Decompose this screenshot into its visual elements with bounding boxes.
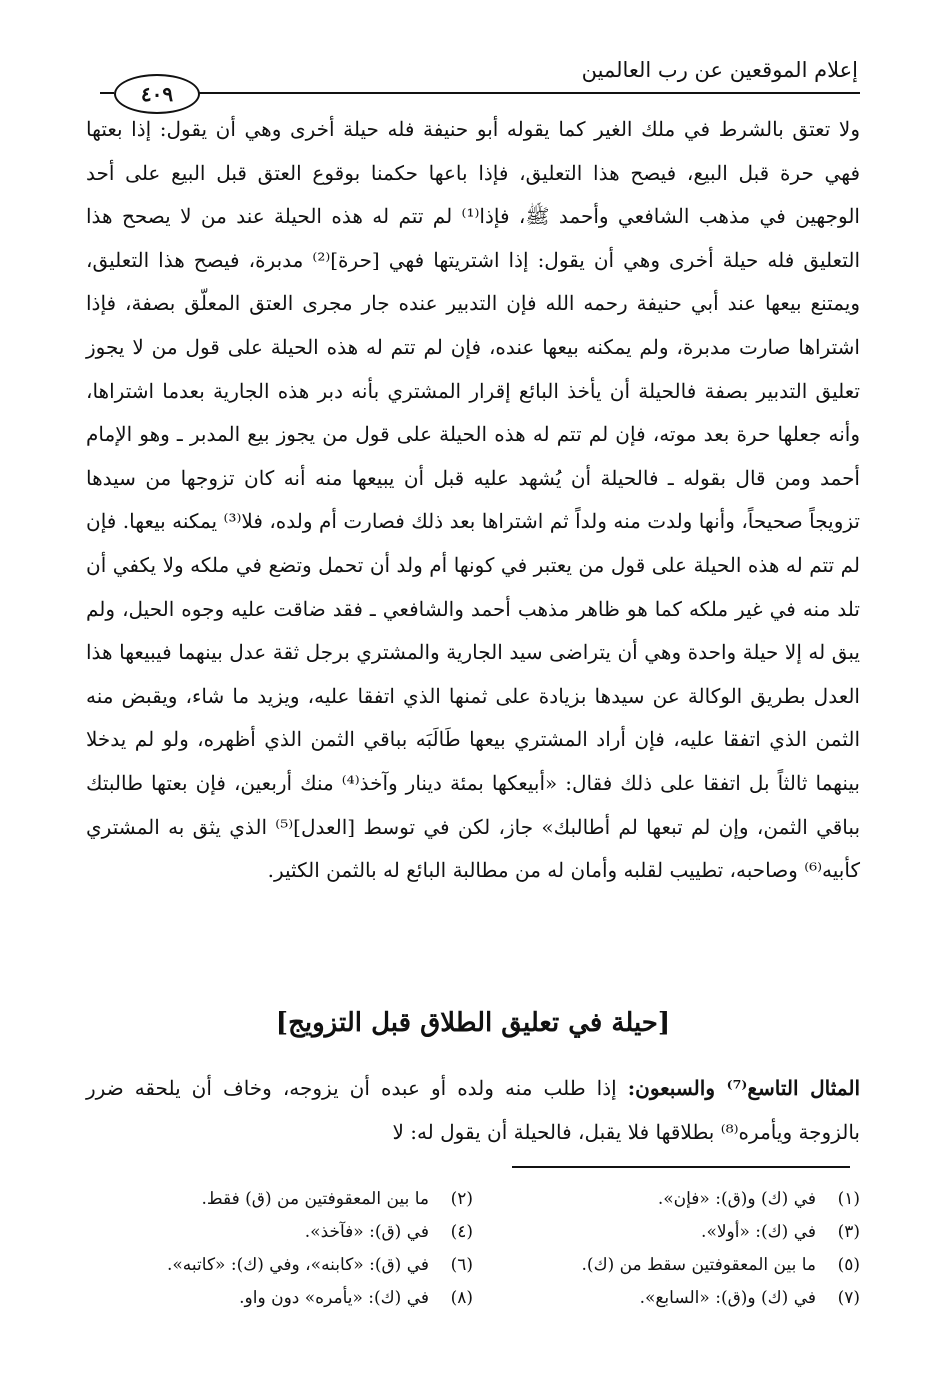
header-rule	[196, 92, 860, 94]
footnote-8: (٨)في (ك): «يأمره» دون واو.	[239, 1287, 473, 1308]
header-rule-left	[100, 92, 114, 94]
footnote-4: (٤)في (ق): «فآخذ».	[304, 1221, 473, 1242]
running-title: إعلام الموقعين عن رب العالمين	[581, 58, 858, 82]
example-text: إذا طلب منه ولده أو عبده أن يزوجه، وخاف أن يلحقه ضرر بالزوجة ويأمره⁽⁸⁾ بطلاقها فلا يقبل، فالحيلة أن يقول له: لا	[86, 1076, 860, 1144]
footnote-row	[86, 1182, 860, 1215]
page-number: ٤٠٩	[114, 74, 200, 114]
footnotes	[86, 1182, 860, 1314]
example-lead: المثال التاسع⁽⁷⁾ والسبعون:	[627, 1076, 861, 1100]
section-heading: [حيلة في تعليق الطلاق قبل التزويج]	[275, 1008, 671, 1038]
footnote-3: (٣)في (ك): «أولا».	[701, 1221, 860, 1242]
footnote-1: (١)في (ك) و(ق): «فإن».	[657, 1188, 860, 1209]
footnote-2: (٢)ما بين المعقوفتين من (ق) فقط.	[201, 1188, 473, 1209]
paragraph: ولا تعتق بالشرط في ملك الغير كما يقوله أبو حنيفة فله حيلة أخرى وهي أن يقول: إذا بعتها فهي حرة قبل البيع، فيصح هذا التعليق، فإذا باعها حكمنا بوقوع العتق قبل البيع على أحد الوجهين في مذهب الشافعي وأحمد ﷺ، فإذا⁽¹⁾ لم تتم له هذه الحيلة عند من لا يصحح هذا التعليق فله حيلة أخرى وهي أن يقول: إذا اشتريتها فهي [حرة]⁽²⁾ مدبرة، فيصح هذا التعليق، ويمتنع بيعها عند أبي حنيفة رحمه الله فإن التدبير عنده جار مجرى العتق المعلّق بصفة، فإذا اشتراها صارت مدبرة، ولم يمكنه بيعها عنده، فإن لم تتم له هذه الحيلة على قول من لا يجوز تعليق التدبير بصفة فالحيلة أن يأخذ البائع إقرار المشتري بأنه دبر هذه الجارية بعدما اشتراها، وأنه جعلها حرة بعد موته، فإن لم تتم له هذه الحيلة على قول من يجوز بيع المدبر ـ وهو الإمام أحمد ومن قال بقوله ـ فالحيلة أن يُشهد عليه قبل أن يبيعها منه أنه كان تزوجها من سيدها تزويجاً صحيحاً، وأنها ولدت منه ولداً ثم اشتراها بعد ذلك فصارت أم ولده، فلا⁽³⁾ يمكنه بيعها. فإن لم تتم له هذه الحيلة على قول من يعتبر في كونها أم ولد أن تحمل وتضع في ملكه ولا يكفي أن تلد منه في غير ملكه كما هو ظاهر مذهب أحمد والشافعي ـ فقد ضاقت عليه وجوه الحيل، ولم يبق له إلا حيلة واحدة وهي أن يتراضى سيد الجارية والمشتري برجل ثقة عدل بينهما فيبيعها هذا العدل بطريق الوكالة عن سيدها بزيادة على ثمنها الذي اتفقا عليه، ويزيد ما شاء، ويقبض منه الثمن الذي اتفقا عليه، فإن أراد المشتري بيعها طَالَبَه بباقي الثمن الذي أظهره، ولو لم يدخلا بينهما ثالثاً بل اتفقا على ذلك فقال: «أبيعكها بمئة دينار وآخذ⁽⁴⁾ منك أربعين، فإن بعتها طالبتك بباقي الثمن، وإن لم تبعها لم أطالبك» جاز، لكن في توسط [العدل]⁽⁵⁾ الذي يثق به المشتري كأبيه⁽⁶⁾ وصاحبه، تطييب لقلبه وأمان له من مطالبة البائع له بالثمن الكثير.	[86, 117, 861, 883]
footnote-6: (٦)في (ق): «كابنه»، وفي (ك): «كاتبه».	[167, 1254, 473, 1275]
footnote-separator	[512, 1166, 850, 1168]
main-text	[86, 108, 860, 893]
footnote-row	[86, 1248, 860, 1281]
footnote-row	[86, 1215, 860, 1248]
footnote-7: (٧)في (ك) و(ق): «السابع».	[639, 1287, 860, 1308]
footnote-5: (٥)ما بين المعقوفتين سقط من (ك).	[581, 1254, 860, 1275]
page-header	[100, 52, 860, 106]
example-paragraph	[86, 1066, 860, 1154]
footnote-row	[86, 1281, 860, 1314]
